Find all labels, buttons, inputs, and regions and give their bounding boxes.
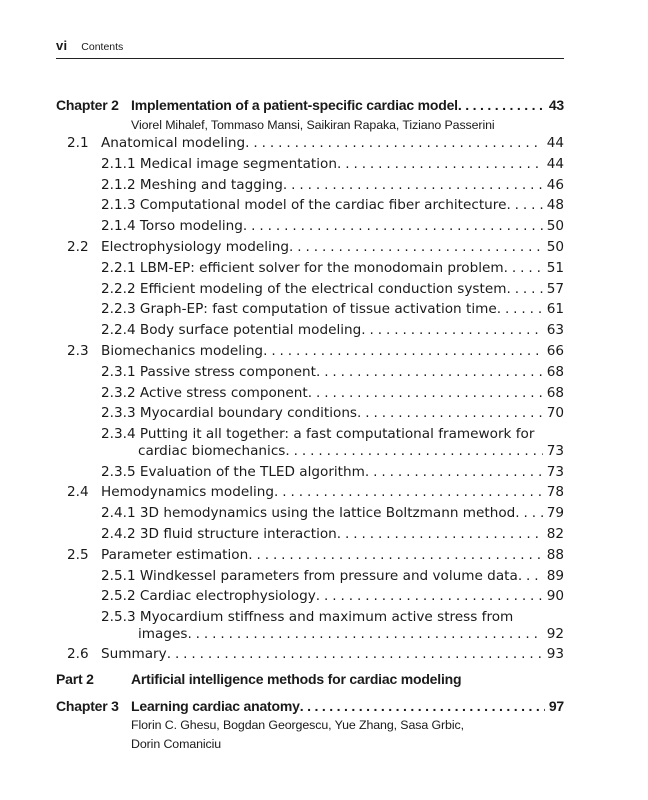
leader-dots (316, 363, 543, 381)
leader-dots (357, 404, 543, 422)
toc-subsection-title[interactable]: 2.3.4 Putting it all together: a fast computational framework for (101, 426, 535, 443)
chapter-2-title: Implementation of a patient-specific cardiac model (131, 97, 458, 113)
toc-page-number: 44 (546, 155, 564, 172)
toc-page-number: 46 (546, 176, 564, 193)
toc-page-number: 51 (546, 259, 564, 276)
toc-section-entry[interactable] (101, 546, 564, 564)
toc-section-title: Summary (101, 646, 167, 663)
section-number: 2.6 (67, 646, 89, 663)
toc-subsection-title[interactable]: 2.5.3 Myocardium stiffness and maximum active stress from (101, 609, 514, 626)
part-2-label: Part 2 (56, 671, 94, 687)
part-2-title: Artificial intelligence methods for cardiac modeling (131, 671, 462, 687)
toc-section-entry[interactable] (101, 483, 564, 501)
toc-subsection-title: 2.3.5 Evaluation of the TLED algorithm (101, 463, 365, 480)
chapter-3-authors-line2: Dorin Comaniciu (131, 737, 222, 751)
toc-subsection-continuation[interactable] (138, 625, 564, 643)
page-number-label: vi (56, 38, 68, 53)
toc-section-title: Hemodynamics modeling (101, 484, 275, 501)
section-number: 2.5 (67, 546, 89, 563)
toc-subsection-entry[interactable] (101, 384, 564, 402)
leader-dots (506, 280, 542, 298)
toc-subsection-title: 2.4.1 3D hemodynamics using the lattice Boltzmann method (101, 505, 516, 522)
toc-page-number: 61 (546, 301, 564, 318)
toc-continuation-text: cardiac biomechanics (138, 442, 286, 459)
running-header-title: Contents (81, 41, 124, 53)
leader-dots (337, 525, 543, 543)
toc-subsection-entry[interactable] (101, 463, 564, 481)
toc-section-title: Electrophysiology modeling (101, 239, 290, 255)
toc-subsection-title: 2.2.1 LBM-EP: efficient solver for the monodomain problem (101, 259, 504, 276)
section-number: 2.3 (67, 343, 89, 359)
running-header (56, 38, 123, 53)
toc-section-entry[interactable] (101, 134, 564, 152)
toc-subsection-entry[interactable] (101, 321, 564, 339)
leader-dots (289, 238, 543, 256)
toc-subsection-title: 2.2.4 Body surface potential modeling (101, 322, 362, 339)
toc-page-number: 68 (546, 363, 564, 380)
toc-page-number: 57 (546, 280, 564, 297)
section-number: 2.1 (67, 135, 89, 151)
toc-subsection-title: 2.5.1 Windkessel parameters from pressure and volume data (101, 567, 518, 584)
leader-dots (283, 176, 543, 194)
toc-subsection-entry[interactable] (101, 525, 564, 543)
toc-page-number: 63 (546, 322, 564, 339)
leader-dots (245, 134, 543, 152)
leader-dots (337, 155, 543, 173)
toc-subsection-entry[interactable] (101, 504, 564, 522)
leader-dots (316, 587, 543, 605)
toc-page-number: 78 (546, 484, 564, 501)
toc-subsection-entry[interactable] (101, 176, 564, 194)
leader-dots (285, 442, 542, 460)
chapter-3-authors-line1: Florin C. Ghesu, Bogdan Georgescu, Yue Zhang, Sasa Grbic, (131, 718, 464, 732)
toc-page-number: 90 (546, 588, 564, 605)
chapter-2-authors: Viorel Mihalef, Tommaso Mansi, Saikiran Rapaka, Tiziano Passerini (131, 118, 495, 132)
leader-dots (248, 546, 542, 564)
leader-dots (308, 384, 543, 402)
toc-subsection-continuation[interactable] (138, 442, 564, 460)
leader-dots (187, 625, 542, 643)
leader-dots (243, 217, 543, 235)
toc-subsection-title: 2.3.2 Active stress component (101, 384, 308, 401)
toc-page-number: 89 (546, 567, 564, 584)
toc-page-number: 44 (546, 135, 564, 151)
toc-subsection-title: 2.5.2 Cardiac electrophysiology (101, 588, 316, 605)
toc-page-number: 66 (546, 343, 564, 359)
toc-section-title: Biomechanics modeling (101, 343, 264, 359)
toc-section-entry[interactable] (101, 238, 564, 256)
toc-page-number: 68 (546, 384, 564, 401)
toc-subsection-entry[interactable] (101, 280, 564, 298)
toc-subsection-entry[interactable] (101, 196, 564, 214)
toc-page-number: 73 (546, 442, 564, 459)
leader-dots (515, 504, 542, 522)
toc-page-number: 82 (546, 525, 564, 542)
leader-dots (518, 567, 543, 585)
leader-dots (458, 96, 545, 114)
chapter-3-entry[interactable] (131, 697, 564, 715)
toc-page-number: 79 (546, 505, 564, 522)
toc-page-number: 70 (546, 405, 564, 422)
toc-subsection-title: 2.1.1 Medical image segmentation (101, 155, 337, 172)
toc-subsection-entry[interactable] (101, 259, 564, 277)
toc-section-entry[interactable] (101, 645, 564, 663)
toc-subsection-entry[interactable] (101, 587, 564, 605)
toc-subsection-entry[interactable] (101, 155, 564, 173)
toc-continuation-text: images (138, 625, 188, 642)
toc-page-number: 88 (546, 546, 564, 563)
toc-subsection-title: 2.4.2 3D fluid structure interaction (101, 525, 337, 542)
toc-section-title: Parameter estimation (101, 546, 249, 563)
toc-subsection-title: 2.2.3 Graph-EP: fast computation of tissue activation time (101, 301, 497, 318)
chapter-3-title: Learning cardiac anatomy (131, 698, 300, 714)
toc-page-number: 73 (546, 463, 564, 480)
chapter-2-entry[interactable] (131, 96, 564, 114)
chapter-3-page: 97 (548, 698, 564, 714)
toc-subsection-title: 2.2.2 Efficient modeling of the electrical conduction system (101, 280, 507, 297)
header-rule (56, 58, 564, 59)
leader-dots (504, 259, 543, 277)
toc-subsection-title: 2.1.2 Meshing and tagging (101, 176, 283, 193)
chapter-3-label: Chapter 3 (56, 698, 119, 714)
section-number: 2.4 (67, 484, 89, 501)
toc-page-number: 48 (546, 197, 564, 214)
toc-subsection-entry[interactable] (101, 217, 564, 235)
chapter-2-page: 43 (548, 97, 564, 113)
toc-subsection-title: 2.3.1 Passive stress component (101, 363, 316, 380)
toc-section-title: Anatomical modeling (101, 135, 246, 151)
toc-subsection-entry[interactable] (101, 363, 564, 381)
toc-page-number: 50 (546, 218, 564, 235)
chapter-2-label: Chapter 2 (56, 97, 119, 113)
leader-dots (506, 196, 542, 214)
toc-subsection-entry[interactable] (101, 300, 564, 318)
section-number: 2.2 (67, 239, 89, 255)
toc-subsection-title: 2.1.4 Torso modeling (101, 218, 243, 235)
leader-dots (300, 697, 545, 715)
toc-page-number: 50 (546, 239, 564, 255)
toc-subsection-title: 2.3.3 Myocardial boundary conditions (101, 405, 358, 422)
leader-dots (263, 342, 543, 360)
toc-subsection-title: 2.1.3 Computational model of the cardiac fiber architecture (101, 197, 507, 214)
toc-page-number: 93 (546, 646, 564, 663)
leader-dots (361, 321, 542, 339)
leader-dots (365, 463, 543, 481)
toc-section-entry[interactable] (101, 342, 564, 360)
toc-subsection-entry[interactable] (101, 404, 564, 422)
toc-subsection-entry[interactable] (101, 567, 564, 585)
toc-page-number: 92 (546, 625, 564, 642)
leader-dots (274, 483, 543, 501)
leader-dots (497, 300, 543, 318)
leader-dots (167, 645, 543, 663)
